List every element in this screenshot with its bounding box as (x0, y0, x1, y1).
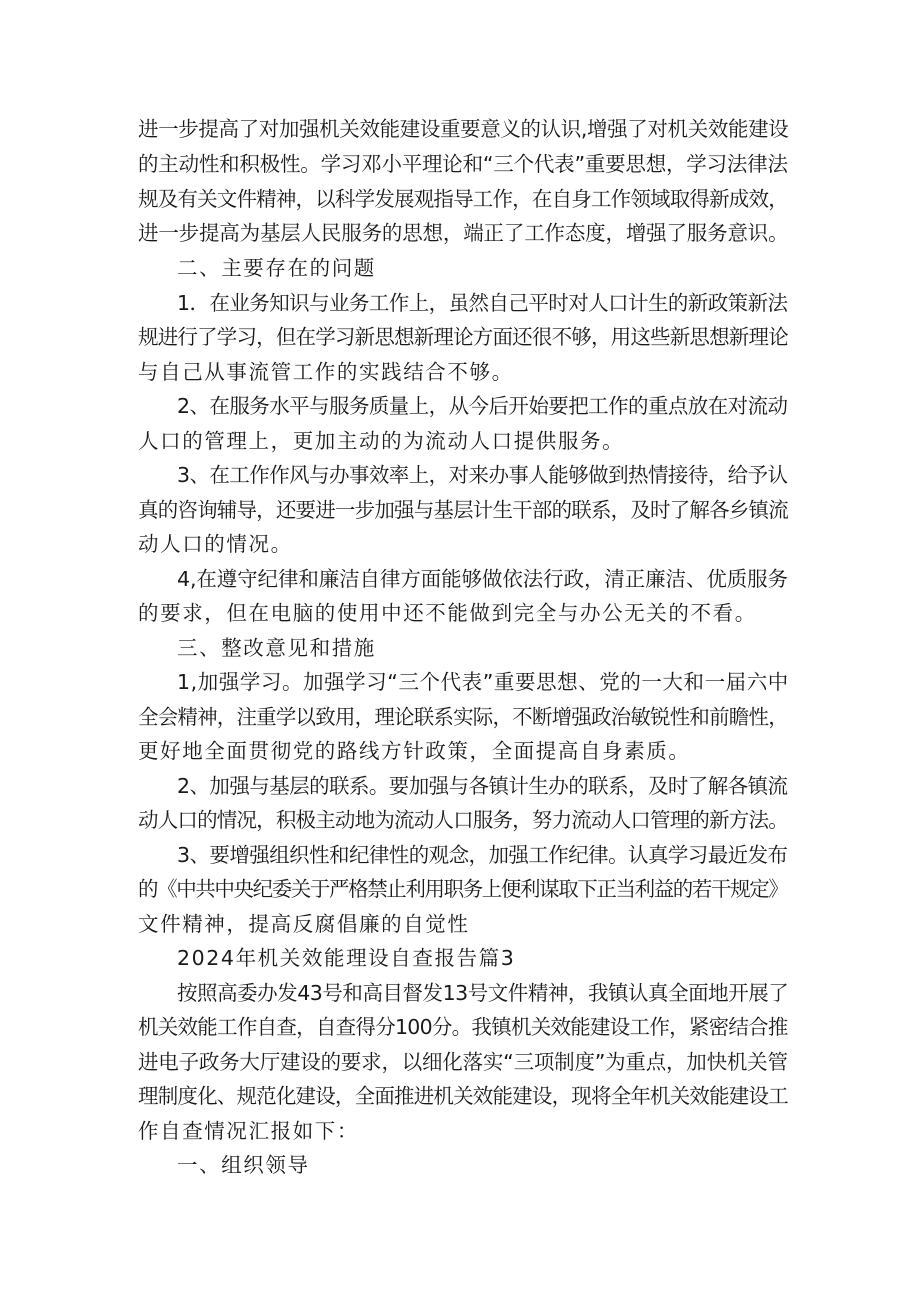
paragraph-line: 进一步提高为基层人民服务的思想，端正了工作态度，增强了服务意识。 (138, 221, 789, 245)
paragraph-line: 2、在服务水平与服务质量上，从今后开始要把工作的重点放在对流动 (177, 394, 788, 418)
paragraph-line: 机关效能工作自查，自查得分100分。我镇机关效能建设工作，紧密结合推 (138, 1015, 788, 1039)
paragraph-line: 进电子政务大厅建设的要求，以细化落实“三项制度”为重点，加快机关管 (138, 1050, 788, 1074)
section-heading: 二、主要存在的问题 (177, 256, 376, 280)
paragraph-line: 作自查情况汇报如下： (138, 1119, 359, 1143)
paragraph-line: 的要求，但在电脑的使用中还不能做到完全与办公无关的不看。 (138, 601, 757, 625)
paragraph-line: 按照高委办发43号和高目督发13号文件精神，我镇认真全面地开展了 (177, 981, 789, 1005)
paragraph-line: 更好地全面贯彻党的路线方针政策，全面提高自身素质。 (138, 739, 691, 763)
paragraph-line: 真的咨询辅导，还要进一步加强与基层计生干部的联系，及时了解各乡镇流 (138, 498, 788, 522)
report-title: 2024年机关效能理设自查报告篇3 (177, 946, 516, 970)
paragraph-line: 3、要增强组织性和纪律性的观念，加强工作纪律。认真学习最近发布 (177, 843, 788, 867)
paragraph-line: 人口的管理上，更加主动的为流动人口提供服务。 (138, 429, 625, 453)
paragraph-line: 1,加强学习。加强学习“三个代表”重要思想、党的一大和一届六中 (177, 670, 789, 694)
paragraph-line: 全会精神，注重学以致用，理论联系实际，不断增强政治敏锐性和前瞻性， (138, 705, 788, 729)
paragraph-line: 3、在工作作风与办事效率上，对来办事人能够做到热情接待，给予认 (177, 463, 788, 487)
paragraph-line: 1．在业务知识与业务工作上，虽然自己平时对人口计生的新政策新法 (177, 291, 788, 315)
paragraph-line: 的主动性和积极性。学习邓小平理论和“三个代表”重要思想，学习法律法 (138, 152, 788, 176)
paragraph-line: 规及有关文件精神，以科学发展观指导工作，在自身工作领域取得新成效， (138, 187, 788, 211)
paragraph-line: 理制度化、规范化建设，全面推进机关效能建设，现将全年机关效能建设工 (138, 1084, 788, 1108)
paragraph-line: 与自己从事流管工作的实践结合不够。 (138, 360, 514, 384)
paragraph-line: 2、加强与基层的联系。要加强与各镇计生办的联系，及时了解各镇流 (177, 774, 788, 798)
paragraph-line: 动人口的情况。 (138, 532, 293, 556)
section-heading: 三、整改意见和措施 (177, 636, 376, 660)
paragraph-line: 4,在遵守纪律和廉洁自律方面能够做依法行政，清正廉洁、优质服务 (177, 567, 788, 591)
paragraph-line: 规进行了学习，但在学习新思想新理论方面还很不够，用这些新思想新理论 (138, 325, 788, 349)
section-heading: 一、组织领导 (177, 1153, 310, 1177)
paragraph-line: 进一步提高了对加强机关效能建设重要意义的认识,增强了对机关效能建设 (138, 117, 789, 141)
paragraph-line: 文件精神，提高反腐倡廉的自觉性 (138, 912, 470, 936)
paragraph-line: 动人口的情况，积极主动地为流动人口服务，努力流动人口管理的新方法。 (138, 808, 788, 832)
paragraph-line: 的《中共中央纪委关于严格禁止利用职务上便利谋取下正当利益的若干规定》 (138, 877, 788, 901)
